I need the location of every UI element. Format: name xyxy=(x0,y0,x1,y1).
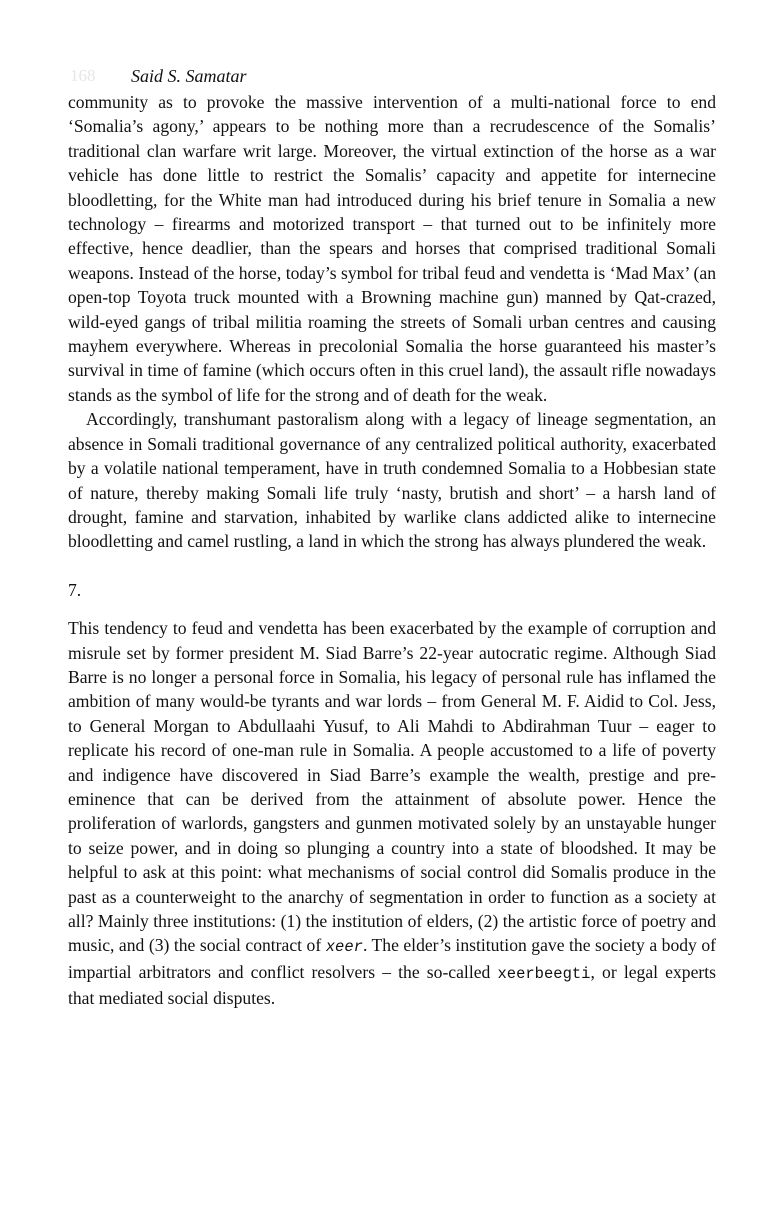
paragraph-1: community as to provoke the massive intervention of a multi-national force to end ‘Somalia’s agony,’ appears to be nothing more than a recrudescence of the Somalis’ traditional clan warfare writ large. Moreover, the virtual extinction of the horse as a war vehicle has done little to restrict the Somalis’ capacity and appetite for internecine bloodletting, for the White man had introduced during his brief tenure in Somalia a new technology – firearms and motorized transport – that turned out to be infinitely more effective, hence deadlier, than the spears and horses that comprised traditional Somali weapons. Instead of the horse, today’s symbol for tribal feud and vendetta is ‘Mad Max’ (an open-top Toyota truck mounted with a Browning machine gun) manned by Qat-crazed, wild-eyed gangs of tribal militia roaming the streets of Somali urban centres and causing mayhem everywhere. Whereas in precolonial Somalia the horse guaranteed his master’s survival in time of famine (which occurs often in this cruel land), the assault rifle nowadays stands as the symbol of life for the strong and of death for the weak. xyxy=(68,92,716,405)
paragraph-3-text-c: , or legal experts that mediated social disputes. xyxy=(68,961,716,1009)
paragraph-3-text-b: . The elder’s institution gave the society a body of impartial arbitrators and conflict resolvers – the so-called xyxy=(68,935,717,982)
term-xeerbeegti: xeerbeegti xyxy=(497,964,591,983)
document-page xyxy=(68,62,716,1011)
term-xeer: xeer xyxy=(325,938,363,957)
paragraph-3-text-a: This tendency to feud and vendetta has been exacerbated by the example of corruption and misrule set by former president M. Siad Barre’s 22-year autocratic regime. Although Siad Barre is no longer a personal force in Somalia, his legacy of personal rule has inflamed the ambition of many would-be tyrants and war lords – from General M. F. Aidid to Col. Jess, to General Morgan to Abdullaahi Yusuf, to Ali Mahdi to Abdirahman Tuur – eager to replicate his record of one-man rule in Somalia. A people accustomed to a life of poverty and indigence have discovered in Siad Barre’s example the wealth, prestige and pre-eminence that can be derived from the attainment of absolute power. Hence the proliferation of warlords, gangsters and gunmen motivated solely by an unstayable hunger to seize power, and in doing so plunging a country into a state of bloodshed. It may be helpful to ask at this point: what mechanisms of social control did Somalis produce in the past as a counterweight to the anarchy of segmentation in order to function as a society at all? Mainly three institutions: (1) the institution of elders, (2) the artistic force of poetry and music, and (3) the social contract of xyxy=(68,618,716,956)
running-head xyxy=(68,62,716,90)
paragraph-2: Accordingly, transhumant pastoralism along with a legacy of lineage segmentation, an absence in Somali traditional governance of any centralized political authority, exacerbated by a volatile national temperament, have in truth condemned Somalia to a Hobbesian state of nature, thereby making Somali life truly ‘nasty, brutish and short’ – a harsh land of drought, famine and starvation, inhabited by warlike clans addicted alike to internecine bloodletting and camel rustling, a land in which the strong has always plundered the weak. xyxy=(68,409,716,552)
page-number: 168 xyxy=(70,66,96,85)
paragraph-3 xyxy=(68,616,716,1011)
section-number: 7. xyxy=(68,579,82,600)
author-name: Said S. Samatar xyxy=(131,66,247,86)
